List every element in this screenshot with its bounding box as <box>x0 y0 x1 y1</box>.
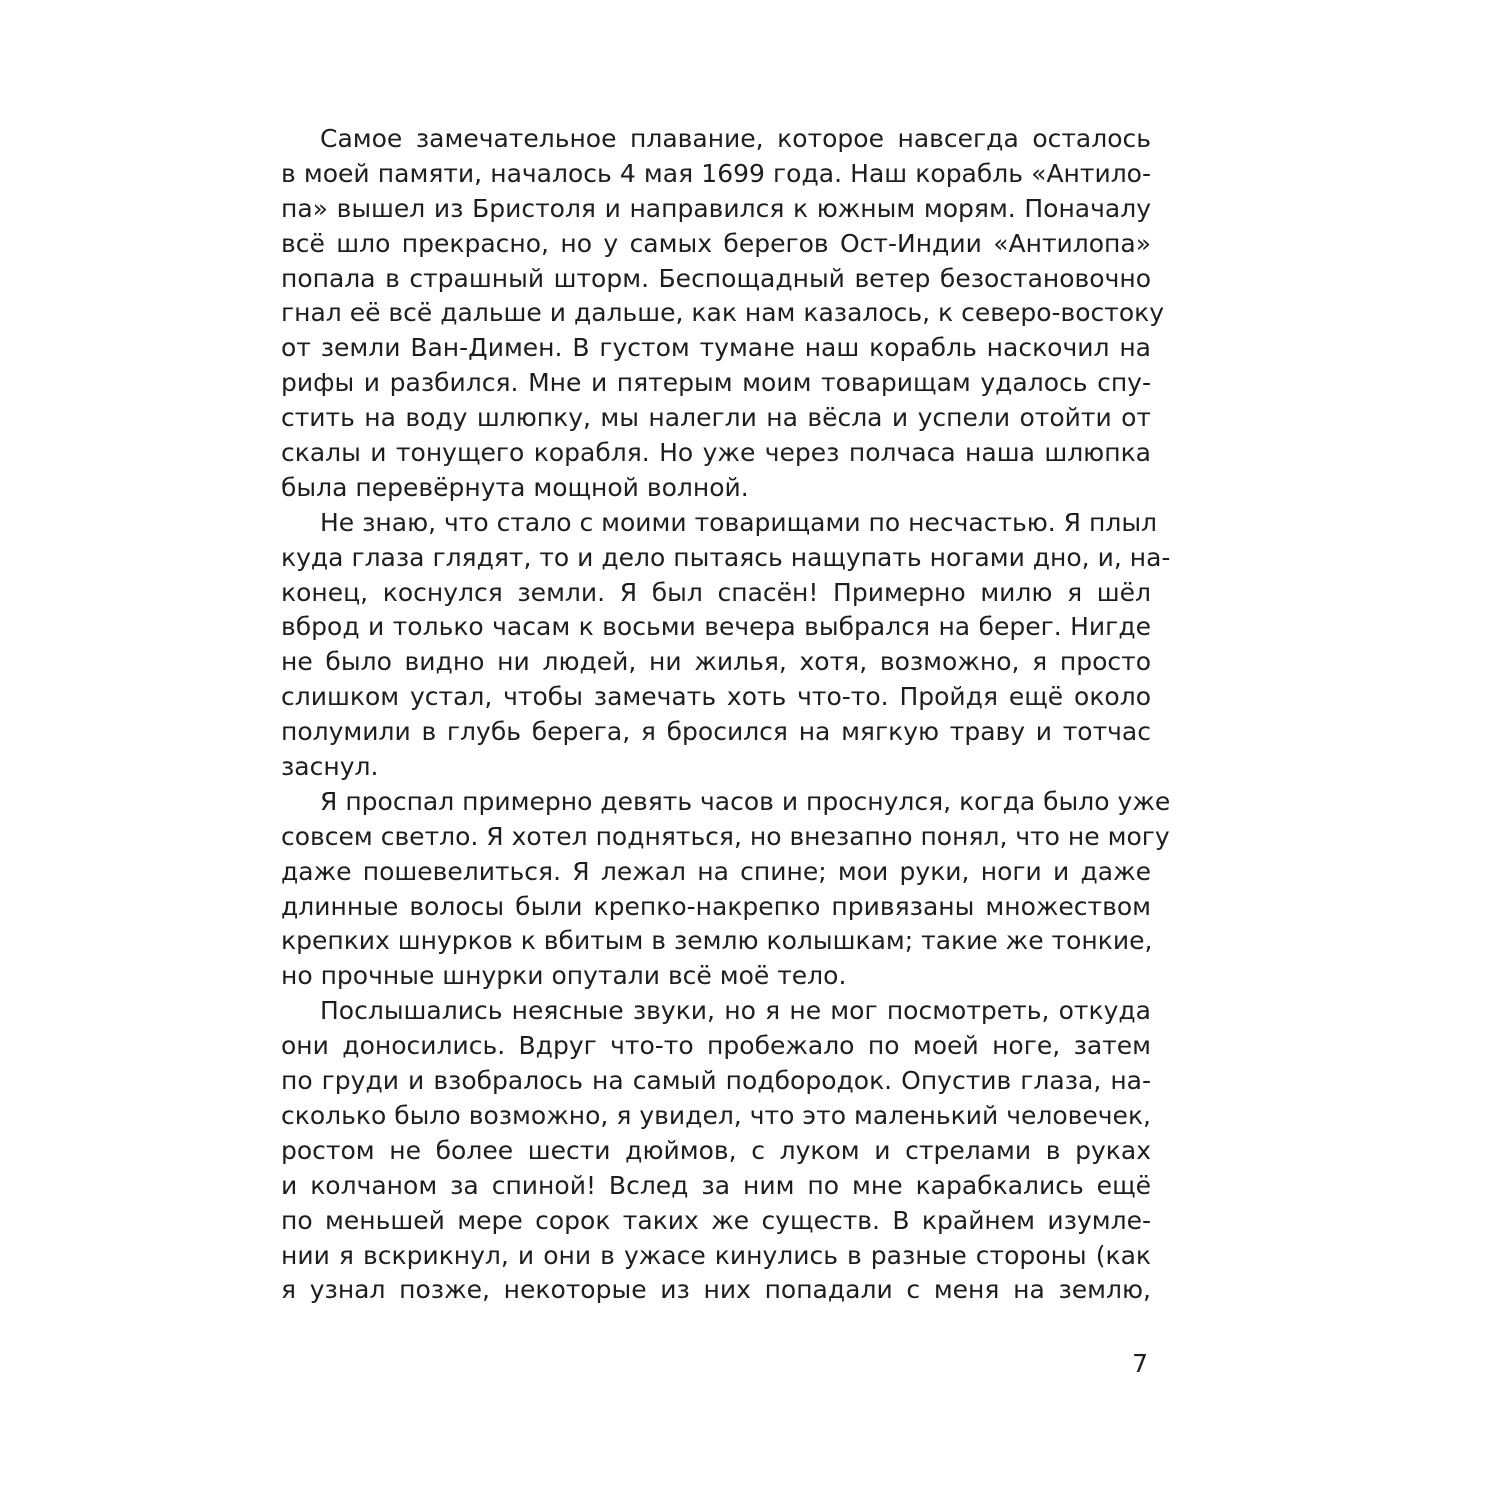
text-line: конец, коснулся земли. Я был спасён! Примерно милю я шёл <box>281 577 1151 607</box>
paragraph <box>281 506 1171 785</box>
text-line: полумили в глубь берега, я бросился на мягкую траву и тотчас <box>281 717 1151 747</box>
text-line: даже пошевелиться. Я лежал на спине; мои руки, ноги и даже <box>281 856 1151 886</box>
text-line: вброд и только часам к восьми вечера выбрался на берег. Нигде <box>281 612 1151 642</box>
text-line: гнал её всё дальше и дальше, как нам казалось, к северо-востоку <box>281 298 1165 328</box>
text-line: стить на воду шлюпку, мы налегли на вёсла и успели отойти от <box>281 403 1151 433</box>
text-line: по груди и взобралось на самый подбородок. Опустив глаза, на- <box>281 1066 1151 1096</box>
body-text <box>281 122 1171 1308</box>
text-line: я узнал позже, некоторые из них попадали с меня на землю, <box>281 1275 1151 1305</box>
text-line: крепких шнурков к вбитым в землю колышкам; такие же тонкие, <box>281 926 1153 956</box>
text-line: скалы и тонущего корабля. Но уже через полчаса наша шлюпка <box>281 438 1151 468</box>
text-line: ростом не более шести дюймов, с луком и стрелами в руках <box>281 1135 1151 1165</box>
text-line: они доносились. Вдруг что-то пробежало по моей ноге, затем <box>281 1031 1151 1061</box>
page-number: 7 <box>1132 1349 1148 1378</box>
text-line: в моей памяти, началось 4 мая 1699 года. Наш корабль «Антило- <box>281 158 1151 188</box>
text-line: была перевёрнута мощной волной. <box>281 472 749 502</box>
text-line: всё шло прекрасно, но у самых берегов Ост-Индии «Антилопа» <box>281 228 1151 258</box>
text-line: от земли Ван-Димен. В густом тумане наш корабль наскочил на <box>281 333 1151 363</box>
text-line: совсем светло. Я хотел подняться, но внезапно понял, что не могу <box>281 821 1170 851</box>
paragraph <box>281 122 1165 506</box>
text-line: куда глаза глядят, то и дело пытаясь нащупать ногами дно, и, на- <box>281 542 1171 572</box>
text-line: слишком устал, чтобы замечать хоть что-то. Пройдя ещё около <box>281 682 1151 712</box>
text-line: Я проспал примерно девять часов и проснулся, когда было уже <box>320 786 1171 816</box>
text-line: па» вышел из Бристоля и направился к южным морям. Поначалу <box>281 193 1151 223</box>
text-line: длинные волосы были крепко-накрепко привязаны множеством <box>281 891 1151 921</box>
text-line: рифы и разбился. Мне и пятерым моим товарищам удалось спу- <box>281 368 1151 398</box>
text-line: Самое замечательное плавание, которое навсегда осталось <box>320 124 1151 153</box>
paragraph <box>281 994 1151 1308</box>
text-line: Послышались неясные звуки, но я не мог посмотреть, откуда <box>320 996 1151 1026</box>
text-line: заснул. <box>281 752 379 782</box>
text-line: попала в страшный шторм. Беспощадный ветер безостановочно <box>281 263 1151 293</box>
text-line: сколько было возможно, я увидел, что это маленький человечек, <box>281 1100 1151 1130</box>
text-line: не было видно ни людей, ни жилья, хотя, возможно, я просто <box>281 647 1151 677</box>
text-line: Не знаю, что стало с моими товарищами по несчастью. Я плыл <box>320 507 1158 537</box>
text-line: по меньшей мере сорок таких же существ. В крайнем изумле- <box>281 1205 1151 1235</box>
text-line: и колчаном за спиной! Вслед за ним по мне карабкались ещё <box>281 1170 1151 1200</box>
text-line: нии я вскрикнул, и они в ужасе кинулись в разные стороны (как <box>281 1240 1151 1270</box>
paragraph <box>281 785 1171 994</box>
text-line: но прочные шнурки опутали всё моё тело. <box>281 961 847 991</box>
